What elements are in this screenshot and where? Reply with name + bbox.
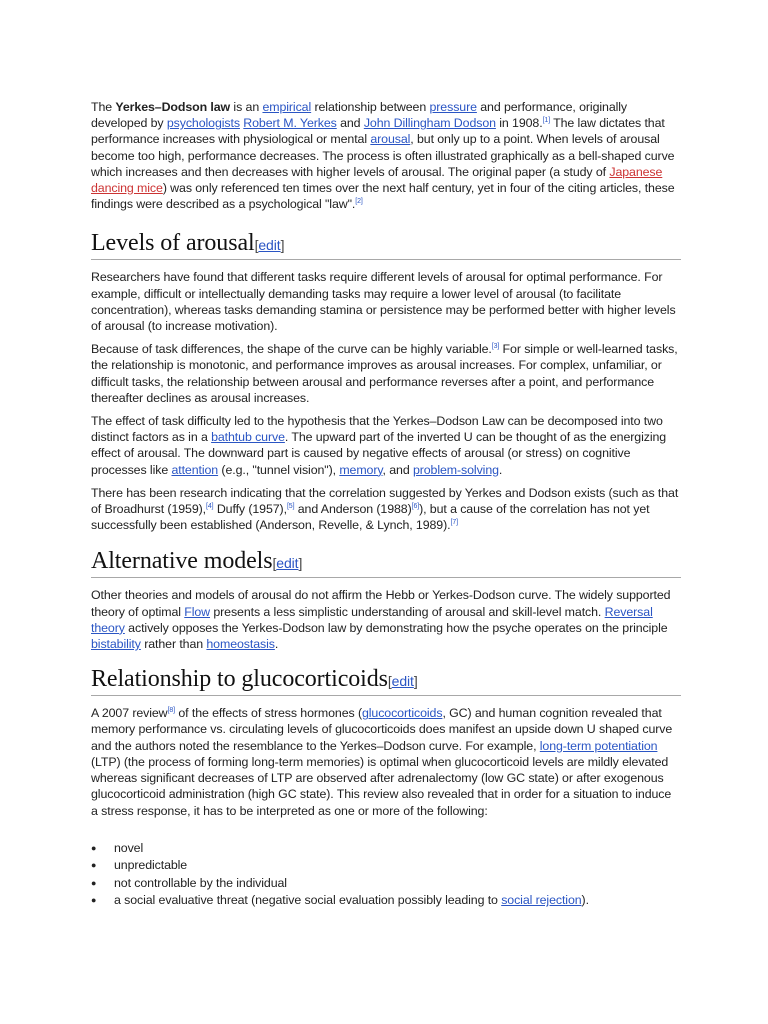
bracket: [ — [272, 555, 277, 572]
link-flow[interactable]: Flow — [184, 604, 211, 619]
bracket: ] — [280, 237, 285, 254]
reference-6[interactable] — [412, 503, 419, 510]
text: Duffy (1957), — [213, 502, 287, 517]
paragraph — [91, 587, 681, 652]
text: relationship between — [311, 100, 430, 114]
list-item-text: novel — [114, 840, 144, 855]
bullet-icon: ● — [91, 860, 97, 871]
heading-text: Levels of arousal — [91, 230, 255, 257]
link-social-rejection[interactable]: social rejection — [501, 893, 582, 908]
text: of the effects of stress hormones ( — [175, 706, 362, 721]
list-item-text: not controllable by the individual — [114, 875, 287, 890]
text: (e.g., "tunnel vision"), — [218, 462, 340, 477]
paragraph — [91, 705, 681, 818]
paragraph — [91, 341, 681, 406]
edit-link[interactable]: edit — [258, 237, 281, 254]
bullet-icon: ● — [91, 895, 97, 906]
heading-text: Alternative models — [91, 548, 273, 575]
lead-paragraph — [91, 99, 681, 212]
link-reversal-theory[interactable]: Reversal theory — [91, 604, 653, 635]
reference-2[interactable] — [355, 198, 362, 205]
text: The effect of task difficulty led to the hypothesis that the Yerkes–Dodson Law can be decomposed into two distinct factors as in a — [91, 414, 663, 445]
link-bistability[interactable]: bistability — [91, 637, 141, 652]
link-long-term-potentiation[interactable]: long-term potentiation — [539, 738, 658, 753]
bracket: ] — [413, 673, 418, 690]
reference-7[interactable] — [450, 519, 457, 526]
link-problem-solving[interactable]: problem-solving — [412, 462, 499, 477]
list-item-text: ). — [581, 893, 589, 908]
bullet-icon: ● — [91, 877, 97, 888]
edit-link[interactable]: edit — [391, 673, 414, 690]
text: and Anderson (1988) — [294, 502, 412, 517]
text: . — [498, 462, 503, 477]
article-body — [91, 99, 681, 910]
link-homeostasis[interactable]: homeostasis — [206, 637, 275, 652]
reference-link[interactable]: [8] — [167, 707, 176, 715]
list-item — [91, 857, 681, 875]
link-pressure[interactable]: pressure — [429, 100, 477, 114]
bracket: [ — [387, 673, 392, 690]
reference-link[interactable]: [5] — [286, 503, 295, 511]
text: actively opposes the Yerkes-Dodson law by demonstrating how the psyche operates on the principle — [124, 620, 668, 635]
edit-section — [388, 673, 418, 689]
text: Because of task differences, the shape of the curve can be highly variable. — [91, 342, 492, 357]
text: is an — [230, 100, 263, 114]
list-item — [91, 840, 681, 858]
link-empirical[interactable]: empirical — [262, 100, 312, 114]
edit-section — [272, 555, 302, 571]
reference-link[interactable]: [7] — [450, 519, 458, 527]
link-robert-yerkes[interactable]: Robert M. Yerkes — [243, 116, 337, 131]
heading-alternative-models — [91, 547, 681, 578]
link-attention[interactable]: attention — [171, 462, 219, 477]
reference-1[interactable] — [543, 117, 550, 124]
list-item — [91, 892, 681, 910]
text: . — [274, 637, 279, 652]
stress-conditions-list — [91, 840, 681, 910]
text: Other theories and models of arousal do not affirm the Hebb or Yerkes-Dodson curve. The widely supported theory of optimal — [91, 588, 671, 619]
reference-link[interactable]: [3] — [491, 343, 500, 351]
link-arousal[interactable]: arousal — [370, 132, 411, 147]
bracket: [ — [254, 237, 259, 254]
text: There has been research indicating that the correlation suggested by Yerkes and Dodson exists (such as that of Broadhurst (1959), — [91, 485, 679, 517]
link-memory[interactable]: memory — [339, 462, 383, 477]
heading-levels-of-arousal — [91, 229, 681, 260]
reference-link[interactable]: [2] — [355, 198, 363, 206]
text: , but only up to a point. When levels of arousal become too high, performance decreases. The process is often illustrated graphically as a bell-shaped curve which increases and then decreases with higher levels of arousal. The original paper (a study of — [91, 132, 675, 179]
text: . The upward part of the inverted U can be thought of as the energizing effect of arousal. The downward part is caused by negative effects of arousal (or stress) on cognitive processes like — [91, 430, 667, 477]
text: presents a less simplistic understanding of arousal and skill-level match. — [210, 604, 605, 619]
text: For simple or well-learned tasks, the relationship is monotonic, and performance improves as arousal increases. For complex, unfamiliar, or difficult tasks, the relationship between arousal and performance reverses after a point, and performance thereafter declines as arousal increases. — [91, 342, 678, 405]
reference-link[interactable]: [4] — [206, 503, 214, 511]
text: (LTP) (the process of forming long-term memories) is optimal when glucocorticoid levels are mildly elevated whereas significant decreases of LTP are observed after adrenalectomy (low GC state) or after exogenous glucocorticoid administration (high GC state). This review also revealed that in order for a situation to induce a stress response, it has to be interpreted as one or more of the following: — [91, 754, 672, 818]
text: The law dictates that performance increases with physiological or mental — [91, 116, 665, 147]
bracket: ] — [298, 555, 303, 572]
text: ), but a cause of the correlation has not yet successfully been established (Anderson, Revelle, & Lynch, 1989). — [91, 502, 650, 533]
paragraph — [91, 485, 681, 534]
edit-section — [255, 237, 285, 253]
list-item — [91, 875, 681, 893]
text: and performance, originally developed by — [91, 100, 628, 131]
link-japanese-dancing-mice[interactable]: Japanese dancing mice — [91, 164, 663, 196]
reference-8[interactable] — [168, 707, 175, 714]
paragraph — [91, 413, 681, 478]
text: and — [336, 116, 364, 131]
link-glucocorticoids[interactable]: glucocorticoids — [361, 706, 443, 721]
heading-text: Relationship to glucocorticoids — [91, 666, 388, 693]
text: A 2007 review — [91, 706, 168, 721]
link-psychologists[interactable]: psychologists — [166, 116, 240, 131]
text: , GC) and human cognition revealed that memory performance vs. circulating levels of glucocorticoids does manifest an upside down U shaped curve and the authors noted the resemblance to the Yerkes–Dodson curve. For example, — [91, 706, 673, 753]
text: rather than — [140, 637, 207, 652]
text: ) was only referenced ten times over the next half century, yet in four of the citing articles, these findings were described as a psychological "law". — [91, 181, 675, 212]
list-item-text: a social evaluative threat (negative social evaluation possibly leading to — [114, 893, 502, 908]
article-subject: Yerkes–Dodson law — [115, 100, 231, 114]
reference-link[interactable]: [1] — [542, 117, 551, 125]
list-item-text: unpredictable — [114, 858, 188, 873]
text: , and — [382, 462, 413, 477]
bullet-icon: ● — [91, 842, 97, 853]
heading-relationship-to-glucocorticoids — [91, 665, 681, 696]
edit-link[interactable]: edit — [276, 555, 299, 572]
text: in 1908. — [495, 116, 543, 131]
reference-link[interactable]: [6] — [411, 503, 420, 511]
link-john-dodson[interactable]: John Dillingham Dodson — [363, 116, 496, 131]
text: The — [91, 100, 116, 114]
paragraph: Researchers have found that different tasks require different levels of arousal for optimal performance. For example, difficult or intellectually demanding tasks may require a lower level of arousal (to facilitate concentration), whereas tasks demanding stamina or persistence may be performed better with higher levels of arousal (to increase motivation). — [91, 270, 676, 334]
link-bathtub-curve[interactable]: bathtub curve — [211, 430, 285, 445]
